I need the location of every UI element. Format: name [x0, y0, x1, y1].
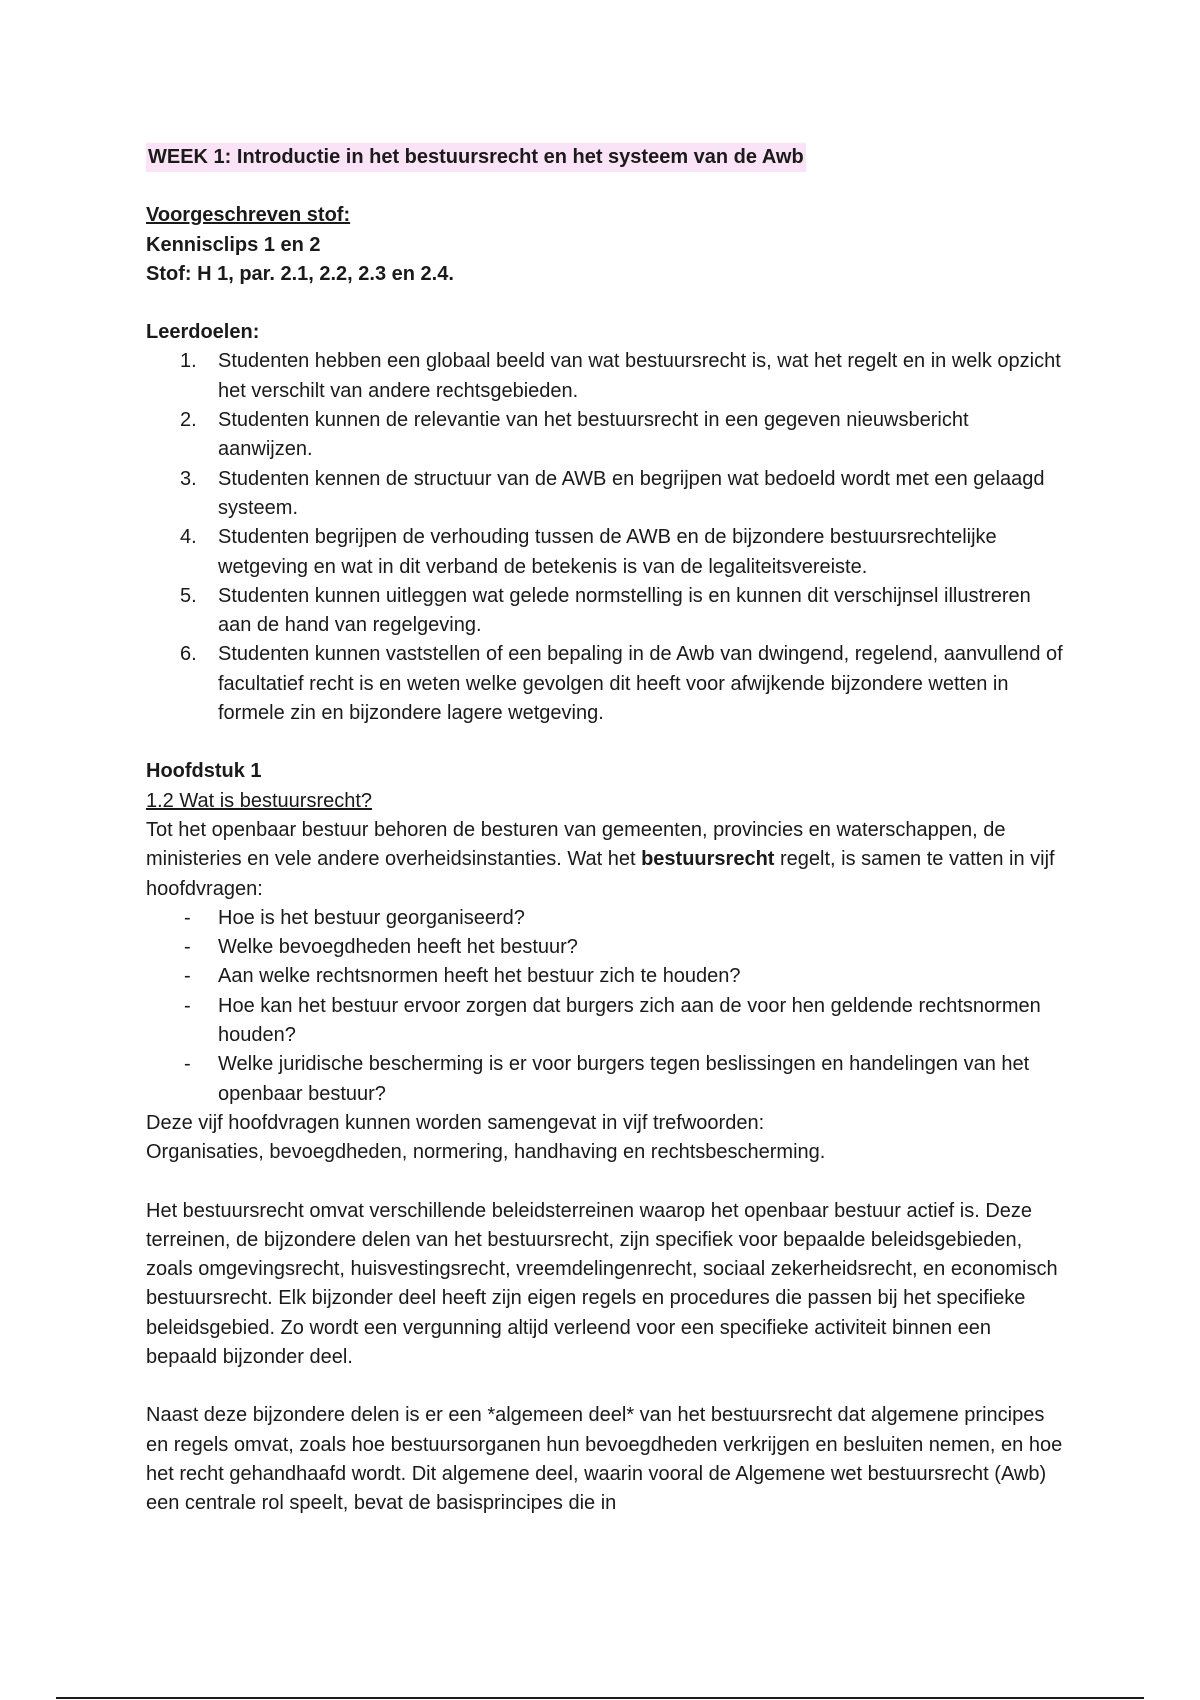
- question-text: Hoe kan het bestuur ervoor zorgen dat burgers zich aan de voor hen geldende rechtsnormen houden?: [218, 994, 1041, 1047]
- goal-item: [146, 406, 1066, 465]
- dash-bullet: -: [184, 965, 191, 988]
- goal-number: 6.: [180, 643, 197, 666]
- goal-item: [146, 640, 1066, 728]
- summary-line-1: Deze vijf hoofdvragen kunnen worden samengevat in vijf trefwoorden:: [146, 1111, 765, 1134]
- dash-bullet: -: [184, 994, 191, 1017]
- spacer: [146, 1168, 1066, 1197]
- goal-item: [146, 465, 1066, 524]
- spacer: [146, 172, 1066, 201]
- goal-number: 5.: [180, 584, 197, 607]
- study-line-material: Stof: H 1, par. 2.1, 2.2, 2.3 en 2.4.: [146, 262, 454, 285]
- goal-text: Studenten kunnen vaststellen of een bepaling in de Awb van dwingend, regelend, aanvullend of facultatief recht is en weten welke gevolgen dit heeft voor afwijkende bijzondere wetten in formele zin en bijzondere lagere wetgeving.: [218, 643, 1063, 725]
- section-heading: 1.2 Wat is bestuursrecht?: [146, 789, 373, 812]
- goal-number: 3.: [180, 467, 197, 490]
- goal-number: 4.: [180, 526, 197, 549]
- goal-text: Studenten hebben een globaal beeld van wat bestuursrecht is, wat het regelt en in welk opzicht het verschilt van andere rechtsgebieden.: [218, 350, 1061, 402]
- study-heading: Voorgeschreven stof:: [146, 204, 351, 227]
- questions-list: [146, 904, 1066, 1109]
- question-item: [146, 933, 1066, 962]
- document-page: [146, 143, 1066, 1518]
- goal-text: Studenten kunnen uitleggen wat gelede normstelling is en kunnen dit verschijnsel illustreren aan de hand van regelgeving.: [218, 584, 1031, 637]
- question-text: Aan welke rechtsnormen heeft het bestuur zich te houden?: [218, 965, 741, 988]
- goal-text: Studenten begrijpen de verhouding tussen de AWB en de bijzondere bestuursrechtelijke wetgeving en wat in dit verband de betekenis is van de legaliteitsvereiste.: [218, 526, 997, 578]
- study-line-clips: Kennisclips 1 en 2: [146, 233, 321, 256]
- goal-text: Studenten kunnen de relevantie van het bestuursrecht in een gegeven nieuwsbericht aanwijzen.: [218, 409, 969, 461]
- paragraph-general-part: Naast deze bijzondere delen is er een *algemeen deel* van het bestuursrecht dat algemene principes en regels omvat, zoals hoe bestuursorganen hun bevoegdheden verkrijgen en besluiten nemen, en hoe het recht gehandhaafd wordt. Dit algemene deel, waarin vooral de Algemene wet bestuursrecht (Awb) een centrale rol speelt, bevat de basisprincipes die in: [146, 1404, 1063, 1515]
- chapter-heading: Hoofdstuk 1: [146, 760, 262, 783]
- dash-bullet: -: [184, 936, 191, 959]
- spacer: [146, 728, 1066, 757]
- question-item: [146, 904, 1066, 933]
- question-text: Hoe is het bestuur georganiseerd?: [218, 906, 525, 929]
- goal-item: [146, 582, 1066, 641]
- dash-bullet: -: [184, 906, 191, 929]
- question-item: [146, 962, 1066, 991]
- spacer: [146, 1372, 1066, 1401]
- question-item: [146, 1050, 1066, 1109]
- goal-number: 2.: [180, 409, 197, 432]
- intro-bold-term: bestuursrecht: [641, 848, 775, 871]
- intro-text-start: Tot het openbaar bestuur behoren de besturen van gemeenten, provincies en waterschappen, de ministeries en vele andere overheidsinstanties. Wat het: [146, 818, 1006, 871]
- goal-item: [146, 347, 1066, 406]
- goal-text: Studenten kennen de structuur van de AWB en begrijpen wat bedoeld wordt met een gelaagd systeem.: [218, 467, 1045, 519]
- summary-line-2: Organisaties, bevoegdheden, normering, handhaving en rechtsbescherming.: [146, 1141, 826, 1164]
- page-bottom-divider: [56, 1697, 1144, 1699]
- dash-bullet: -: [184, 1053, 191, 1076]
- document-title: WEEK 1: Introductie in het bestuursrecht en het systeem van de Awb: [146, 143, 806, 172]
- spacer: [146, 289, 1066, 318]
- question-item: [146, 992, 1066, 1051]
- intro-text-end: regelt, is samen te vatten in vijf hoofdvragen:: [146, 848, 1055, 900]
- goal-item: [146, 523, 1066, 582]
- paragraph-special-parts: Het bestuursrecht omvat verschillende beleidsterreinen waarop het openbaar bestuur actief is. Deze terreinen, de bijzondere delen van het bestuursrecht, zijn specifiek voor bepaalde beleidsgebieden, zoals omgevingsrecht, huisvestingsrecht, vreemdelingenrecht, sociaal zekerheidsrecht, en economisch bestuursrecht. Elk bijzonder deel heeft zijn eigen regels en procedures die passen bij het specifieke beleidsgebied. Zo wordt een vergunning altijd verleend voor een specifieke activiteit binnen een bepaald bijzonder deel.: [146, 1199, 1058, 1368]
- question-text: Welke juridische bescherming is er voor burgers tegen beslissingen en handelingen van het openbaar bestuur?: [218, 1053, 1030, 1105]
- question-text: Welke bevoegdheden heeft het bestuur?: [218, 936, 578, 959]
- goal-number: 1.: [180, 350, 197, 373]
- goals-heading: Leerdoelen:: [146, 321, 260, 344]
- goals-list: [146, 347, 1066, 728]
- intro-paragraph: [146, 816, 1066, 904]
